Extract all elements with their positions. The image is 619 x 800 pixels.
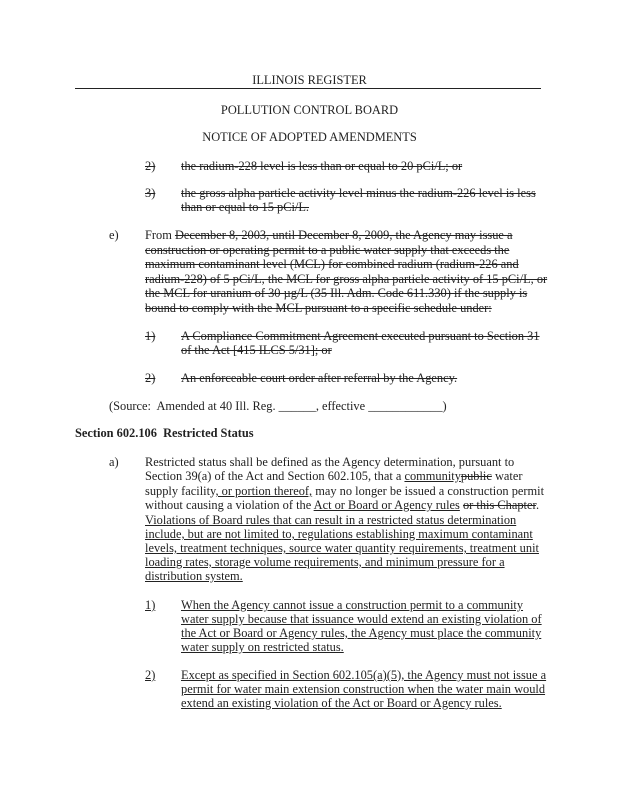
item-text: water supply on restricted status. (181, 640, 344, 654)
paragraph-a-line: distribution system. (145, 569, 243, 583)
item-text: Except as specified in Section 602.105(a)(5), the Agency must not issue a (181, 668, 547, 682)
item-text: of the Act [415 ILCS 5/31]; or (181, 343, 332, 357)
paragraph-a-line: Restricted status shall be defined as the Agency determination, pursuant to (145, 455, 515, 469)
paragraph-e-line: the MCL for uranium of 30 µg/L (35 Ill. Adm. Code 611.330) if the supply is (145, 286, 528, 300)
paragraph-a-line: include, but are not limited to, regulations establishing maximum contaminant (145, 527, 533, 541)
header-rule (75, 88, 541, 89)
item-number: 1) (145, 598, 156, 612)
item-text: An enforceable court order after referral by the Agency. (181, 371, 458, 385)
item-number: 2) (145, 668, 156, 682)
paragraph-e-line: construction or operating permit to a public water supply that exceeds the (145, 243, 510, 257)
item-text: A Compliance Commitment Agreement executed pursuant to Section 31 (181, 329, 540, 343)
item-number: 2) (145, 159, 156, 173)
item-text: permit for water main extension construction when the water main would (181, 682, 546, 696)
paragraph-e-line: maximum contaminant level (MCL) for combined radium (radium-226 and (145, 257, 519, 271)
paragraph-a-line: without causing a violation of the Act or Board or Agency rules or this Chapter. (145, 498, 540, 512)
section-heading: Section 602.106 Restricted Status (75, 426, 254, 440)
item-text: the gross alpha particle activity level minus the radium-226 level is less (181, 186, 536, 200)
paragraph-a-line: supply facility, or portion thereof, may no longer be issued a construction permit (145, 484, 545, 498)
item-text: water supply because that issuance would extend an existing violation of (181, 612, 542, 626)
paragraph-label: a) (109, 455, 119, 469)
board-title: POLLUTION CONTROL BOARD (220, 103, 399, 117)
paragraph-e-line: radium-228) of 5 pCi/L, the MCL for gross alpha particle activity of 15 pCi/L, or (145, 272, 548, 286)
paragraph-e-line: From December 8, 2003, until December 8, 2009, the Agency may issue a (145, 228, 513, 242)
item-text: the radium-228 level is less than or equal to 20 pCi/L; or (181, 159, 463, 173)
paragraph-e-line: bound to comply with the MCL pursuant to a specific schedule under: (145, 301, 492, 315)
paragraph-a-line: levels, treatment techniques, source water quantity requirements, treatment unit (145, 541, 539, 555)
source-note: (Source: Amended at 40 Ill. Reg. ______, effective ____________) (109, 399, 447, 413)
paragraph-a-line: Violations of Board rules that can result in a restricted status determination (145, 513, 517, 527)
paragraph-a-line: loading rates, storage volume requirements, and minimum pressure for a (145, 555, 505, 569)
item-text: extend an existing violation of the Act or Board or Agency rules. (181, 696, 502, 710)
item-text: When the Agency cannot issue a construction permit to a community (181, 598, 524, 612)
paragraph-a-line: Section 39(a) of the Act and Section 602.105, that a communitypublic water (145, 469, 523, 483)
paragraph-label: e) (109, 228, 119, 242)
item-number: 2) (145, 371, 156, 385)
item-number: 1) (145, 329, 156, 343)
item-text: than or equal to 15 pCi/L. (181, 200, 310, 214)
item-text: the Act or Board or Agency rules, the Agency must place the community (181, 626, 542, 640)
register-title: ILLINOIS REGISTER (252, 73, 367, 87)
notice-title: NOTICE OF ADOPTED AMENDMENTS (202, 130, 417, 144)
item-number: 3) (145, 186, 156, 200)
